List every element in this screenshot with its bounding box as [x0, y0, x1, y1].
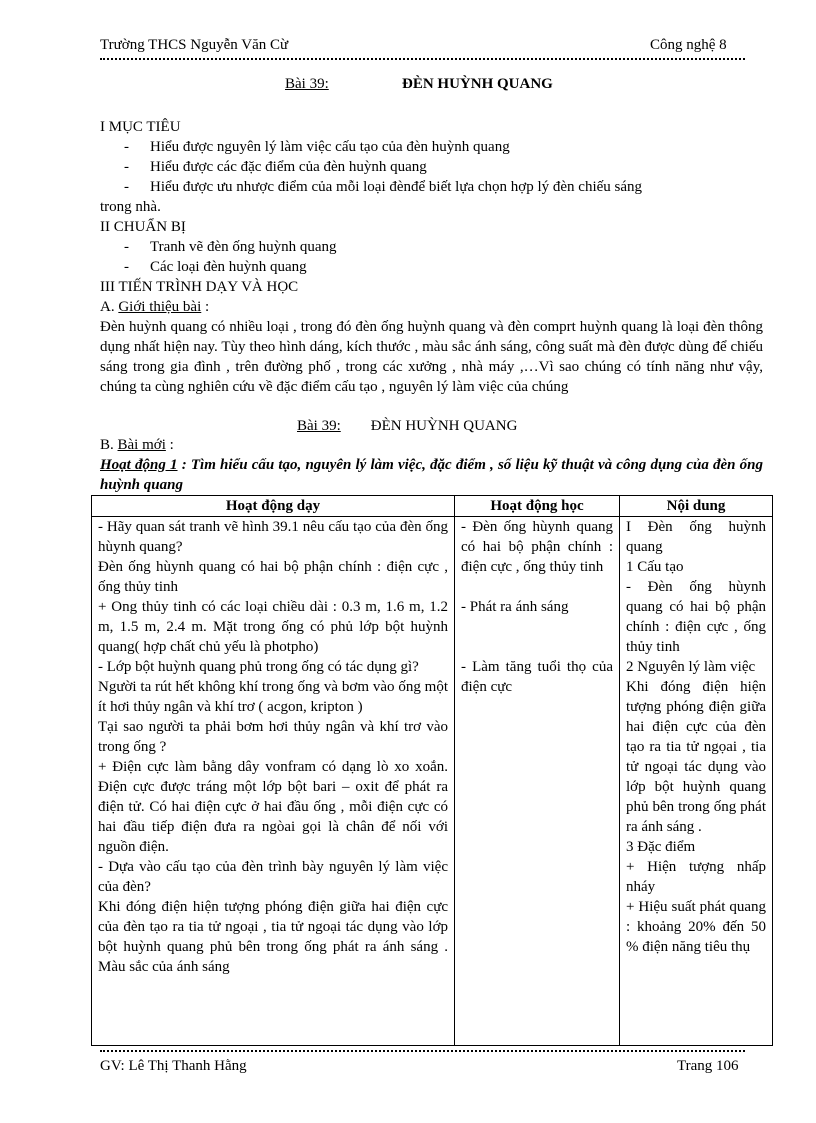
- table-text: - Đèn ống hùynh quang có hai bộ phận chính : điện cực , ống thủy tinh: [461, 519, 613, 575]
- list-item-tail: trong nhà.: [100, 199, 161, 215]
- table-text: - Lớp bột huỳnh quang phủ trong ống có tác dụng gì?: [98, 659, 419, 675]
- section-3-title: III TIẾN TRÌNH DẠY VÀ HỌC: [100, 279, 299, 295]
- column-header: Hoạt động học: [455, 496, 620, 517]
- table-header-row: [92, 496, 773, 517]
- school-name: Trường THCS Nguyễn Văn Cừ: [100, 37, 289, 53]
- section-2-title: II CHUẨN BỊ: [100, 219, 186, 235]
- list-item: - Hiểu được các đặc điểm của đèn huỳnh quang: [124, 159, 427, 175]
- lesson-number: Bài 39:: [285, 76, 329, 92]
- table-text: Khi đóng điện hiện tượng phóng điện giữa hai điện cực của đèn tạo ra tia tử ngọai , tia tử ngoại tác dụng vào lớp bột huỳnh quang phủ bên trong ống phát ra ánh sáng .: [626, 679, 766, 835]
- table-text: - Hãy quan sát tranh vẽ hình 39.1 nêu cấu tạo của đèn ống hùynh quang?: [98, 519, 448, 555]
- learning-activities-cell: [455, 517, 620, 1046]
- teaching-activities-cell: [92, 517, 455, 1046]
- table-text: - Làm tăng tuổi thọ của điện cực: [461, 659, 613, 695]
- list-item: - Tranh vẽ đèn ống huỳnh quang: [124, 239, 337, 255]
- table-text: Tại sao người ta phải bơm hơi thủy ngân và khí trơ vào trong ống ?: [98, 719, 448, 755]
- list-item: - Hiểu được nguyên lý làm việc cấu tạo của đèn huỳnh quang: [124, 139, 510, 155]
- sub-lesson-title: Bài 39: ĐÈN HUỲNH QUANG: [297, 418, 518, 434]
- table-text: Đèn ống hùynh quang có hai bộ phận chính : điện cực , ống thủy tinh: [98, 559, 448, 595]
- activity-heading: Hoạt động 1 : Tìm hiểu cấu tạo, nguyên lý làm việc, đặc điểm , số liệu kỹ thuật và công dụng của đèn ống huỳnh quang: [100, 457, 764, 493]
- table-text: + Ong thủy tinh có các loại chiều dài : 0.3 m, 1.6 m, 1.2 m, 1.5 m, 2.4 m. Mặt trong ống có phủ lớp bột huỳnh quang( hợp chất chủ yếu là photpho): [98, 599, 448, 655]
- page-number: Trang 106: [677, 1058, 739, 1074]
- subsection-b-title: B. Bài mới :: [100, 437, 174, 453]
- lesson-title: [285, 76, 553, 93]
- table-text: - Đèn ống hùynh quang có hai bộ phận chính : điện cực , ống thủy tinh: [626, 579, 766, 655]
- table-text: 3 Đặc điểm: [626, 839, 696, 855]
- table-text: I Đèn ống huỳnh quang: [626, 519, 766, 555]
- table-text: + Điện cực làm bằng dây vonfram có dạng lò xo xoắn. Điện cực được tráng một lớp bột bari – oxit để phát ra điện tử. Có hai điện cực ở hai đầu ống , mỗi điện cực có hai đầu tiếp điện đưa ra ngòai gọi là chân để nối với nguồn điện.: [98, 759, 448, 855]
- table-text: + Hiệu suất phát quang : khoảng 20% đến 50 % điện năng tiêu thụ: [626, 899, 766, 955]
- list-item: - Các loại đèn huỳnh quang: [124, 259, 307, 275]
- table-text: Khi đóng điện hiện tượng phóng điện giữa hai điện cực của đèn tạo ra tia tử ngoại , tia tử ngoại tác dụng vào lớp bột huỳnh quang phủ bên trong ống phát ra ánh sáng . Màu sắc của ánh sáng: [98, 899, 448, 975]
- table-text: - Phát ra ánh sáng: [461, 599, 569, 615]
- section-1-title: I MỤC TIÊU: [100, 119, 181, 135]
- column-header: Nội dung: [620, 496, 773, 517]
- lesson-table: [91, 495, 773, 1046]
- intro-paragraph: Đèn huỳnh quang có nhiều loại , trong đó đèn ống huỳnh quang và đèn comprt huỳnh quang là loại đèn thông dụng nhất hiện nay. Tùy theo hình dáng, kích thước , màu sắc ánh sáng, công suất mà đèn được dùng để chiếu sáng trong gia đình , trên đường phố , trong các xưởng , nhà máy ,…Vì sao chúng có tính năng như vậy, chúng ta cùng nghiên cứu về đặc điểm cấu tạo , nguyên lý làm việc của chúng: [100, 319, 763, 395]
- column-header: Hoạt động dạy: [92, 496, 455, 517]
- table-text: 2 Nguyên lý làm việc: [626, 659, 756, 675]
- content-cell: [620, 517, 773, 1046]
- table-text: Người ta rút hết không khí trong ống và bơm vào ống một ít hơi thủy ngân và khí trơ ( acgon, kripton ): [98, 679, 448, 715]
- subsection-a-title: A. Giới thiệu bài :: [100, 299, 210, 315]
- teacher-name: GV: Lê Thị Thanh Hằng: [100, 1058, 247, 1074]
- table-text: - Dựa vào cấu tạo của đèn trình bày nguyên lý làm việc của đèn?: [98, 859, 448, 895]
- footer-divider: [100, 1050, 745, 1052]
- lesson-name: ĐÈN HUỲNH QUANG: [402, 76, 553, 92]
- table-text: + Hiện tượng nhấp nháy: [626, 859, 766, 895]
- table-row: [92, 517, 773, 1046]
- subject-name: Công nghệ 8: [650, 37, 727, 53]
- header-divider: [100, 58, 745, 60]
- list-item: - Hiểu được ưu nhược điểm của mỗi loại đènđể biết lựa chọn hợp lý đèn chiếu sáng: [124, 179, 643, 195]
- table-text: 1 Cấu tạo: [626, 559, 684, 575]
